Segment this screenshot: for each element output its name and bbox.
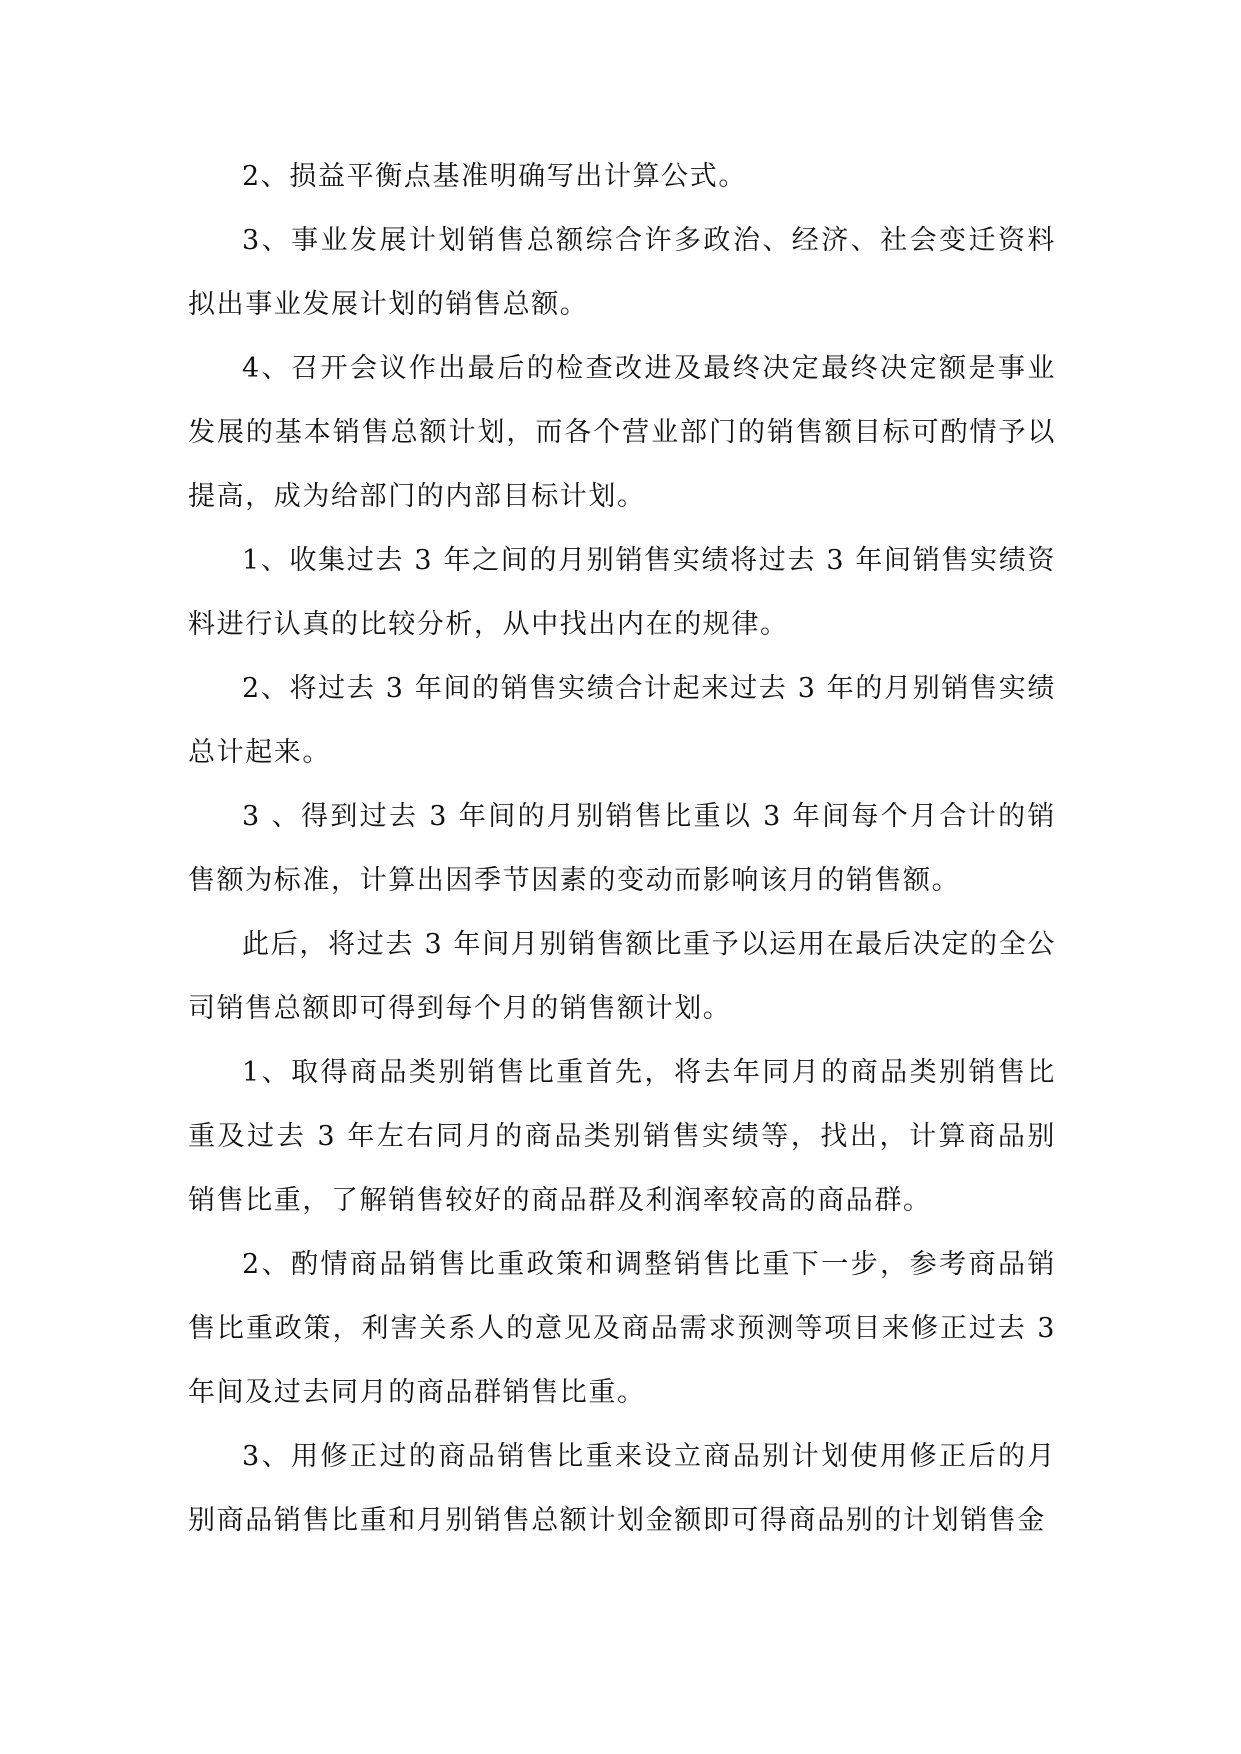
paragraph-apply-share: 此后，将过去 3 年间月别销售额比重予以运用在最后决定的全公司销售总额即可得到每个月的销售额计划。 <box>188 929 1056 1024</box>
paragraph-business-plan-total: 3、事业发展计划销售总额综合许多政治、经济、社会变迁资料拟出事业发展计划的销售总额。 <box>188 225 1056 320</box>
paragraph-monthly-share: 3 、得到过去 3 年间的月别销售比重以 3 年间每个月合计的销售额为标准，计算出因季节因素的变动而影响该月的销售额。 <box>188 801 1056 896</box>
paragraph-adjust-share: 2、酌情商品销售比重政策和调整销售比重下一步，参考商品销售比重政策，利害关系人的意见及商品需求预测等项目来修正过去 3 年间及过去同月的商品群销售比重。 <box>188 1249 1056 1408</box>
paragraph-meeting-decision: 4、召开会议作出最后的检查改进及最终决定最终决定额是事业发展的基本销售总额计划，而各个营业部门的销售额目标可酌情予以提高，成为给部门的内部目标计划。 <box>188 353 1056 512</box>
paragraph-sum-results: 2、将过去 3 年间的销售实绩合计起来过去 3 年的月别销售实绩总计起来。 <box>188 673 1056 768</box>
paragraph-breakeven-formula: 2、损益平衡点基准明确写出计算公式。 <box>242 161 747 192</box>
paragraph-product-plan: 3、用修正过的商品销售比重来设立商品别计划使用修正后的月别商品销售比重和月别销售总额计划金额即可得商品别的计划销售金 <box>188 1441 1056 1536</box>
paragraph-category-share: 1、取得商品类别销售比重首先，将去年同月的商品类别销售比重及过去 3 年左右同月的商品类别销售实绩等，找出，计算商品别销售比重，了解销售较好的商品群及利润率较高的商品群。 <box>188 1057 1056 1216</box>
paragraph-collect-monthly-results: 1、收集过去 3 年之间的月别销售实绩将过去 3 年间销售实绩资料进行认真的比较分析，从中找出内在的规律。 <box>188 545 1056 640</box>
document-body <box>188 145 1056 1553</box>
